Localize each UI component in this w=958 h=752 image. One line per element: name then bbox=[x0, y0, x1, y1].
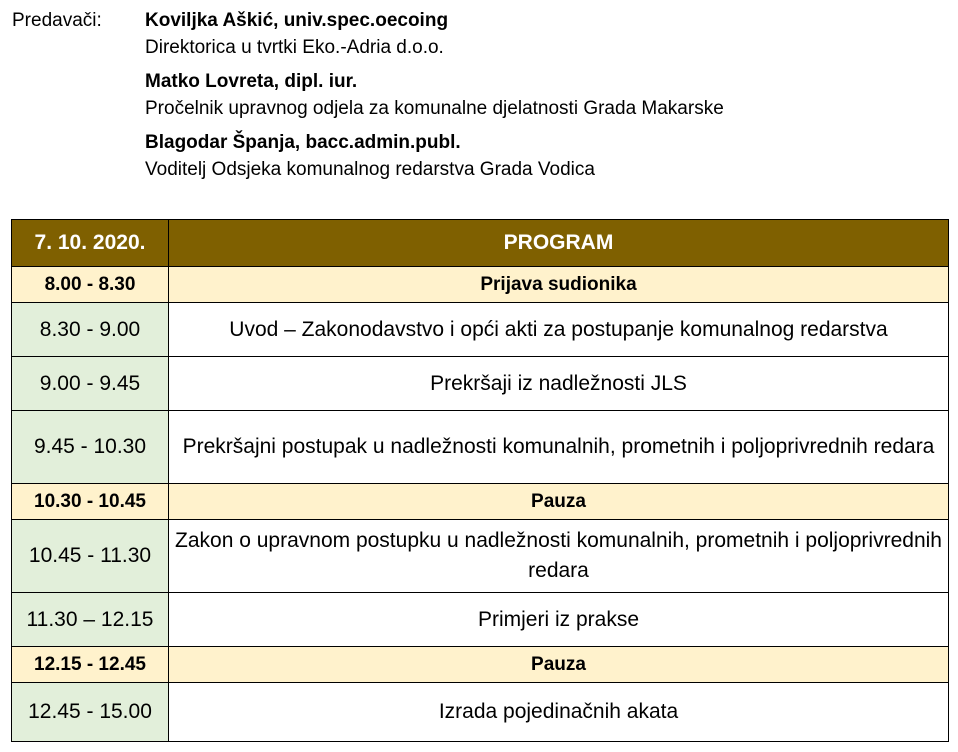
table-row bbox=[12, 411, 949, 484]
row-topic: Uvod – Zakonodavstvo i opći akti za postupanje komunalnog redarstva bbox=[169, 303, 949, 357]
speaker-role: Voditelj Odsjeka komunalnog redarstva Grada Vodica bbox=[145, 159, 595, 180]
row-time: 9.00 - 9.45 bbox=[12, 357, 169, 411]
speaker-role: Direktorica u tvrtki Eko.-Adria d.o.o. bbox=[145, 37, 444, 58]
row-topic: Pauza bbox=[169, 647, 949, 683]
speaker-name: Matko Lovreta, dipl. iur. bbox=[145, 71, 358, 92]
program-header-row bbox=[12, 220, 949, 267]
speaker-item bbox=[145, 130, 905, 183]
row-topic: Primjeri iz prakse bbox=[169, 593, 949, 647]
speaker-item bbox=[145, 69, 905, 122]
row-time: 10.30 - 10.45 bbox=[12, 484, 169, 520]
speaker-role: Pročelnik upravnog odjela za komunalne djelatnosti Grada Makarske bbox=[145, 98, 724, 119]
table-row bbox=[12, 520, 949, 593]
table-row bbox=[12, 267, 949, 303]
speaker-item bbox=[145, 8, 905, 61]
row-topic: Prekršaji iz nadležnosti JLS bbox=[169, 357, 949, 411]
row-time: 12.45 - 15.00 bbox=[12, 683, 169, 742]
row-topic: Pauza bbox=[169, 484, 949, 520]
program-table bbox=[11, 219, 949, 742]
row-time: 10.45 - 11.30 bbox=[12, 520, 169, 593]
program-title: PROGRAM bbox=[169, 220, 949, 267]
speaker-name: Blagodar Španja, bacc.admin.publ. bbox=[145, 132, 461, 153]
speakers-label: Predavači: bbox=[12, 10, 102, 31]
table-row bbox=[12, 484, 949, 520]
speaker-name: Koviljka Aškić, univ.spec.oecoing bbox=[145, 10, 449, 31]
row-time: 8.30 - 9.00 bbox=[12, 303, 169, 357]
speakers-list bbox=[145, 8, 905, 191]
table-row bbox=[12, 683, 949, 742]
table-row bbox=[12, 357, 949, 411]
table-row bbox=[12, 593, 949, 647]
row-topic: Prekršajni postupak u nadležnosti komunalnih, prometnih i poljoprivrednih redara bbox=[169, 411, 949, 484]
row-time: 8.00 - 8.30 bbox=[12, 267, 169, 303]
program-date: 7. 10. 2020. bbox=[12, 220, 169, 267]
row-time: 11.30 – 12.15 bbox=[12, 593, 169, 647]
row-time: 12.15 - 12.45 bbox=[12, 647, 169, 683]
table-row bbox=[12, 647, 949, 683]
row-time: 9.45 - 10.30 bbox=[12, 411, 169, 484]
table-row bbox=[12, 303, 949, 357]
row-topic: Izrada pojedinačnih akata bbox=[169, 683, 949, 742]
row-topic: Zakon o upravnom postupku u nadležnosti komunalnih, prometnih i poljoprivrednih redara bbox=[169, 520, 949, 593]
row-topic: Prijava sudionika bbox=[169, 267, 949, 303]
